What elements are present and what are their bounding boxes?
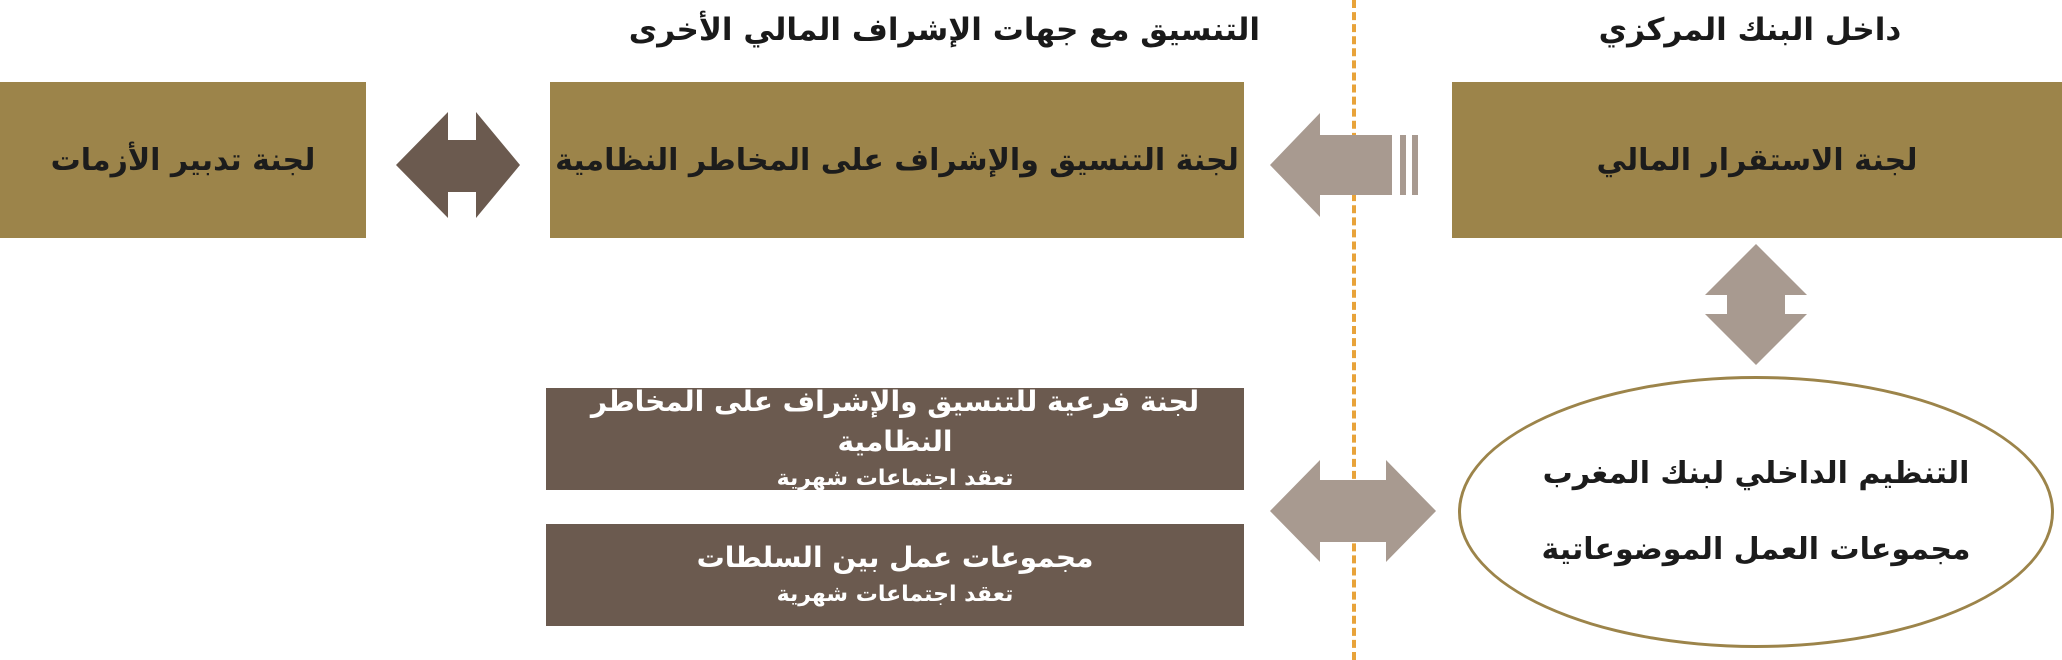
left-arrow-stability-to-systemic	[1270, 113, 1418, 217]
ellipse-line-2: مجموعات العمل الموضوعاتية	[1541, 532, 1971, 567]
double-arrow-crisis-systemic	[396, 112, 520, 218]
heading-inside-central-bank: داخل البنك المركزي	[1598, 12, 1902, 48]
ellipse-line-1: التنظيم الداخلي لبنك المغرب	[1542, 456, 1970, 491]
crisis-management-committee-box: لجنة تدبير الأزمات	[0, 82, 366, 238]
sub-committee-note: تعقد اجتماعات شهرية	[776, 466, 1014, 491]
working-groups-note: تعقد اجتماعات شهرية	[776, 582, 1014, 607]
heading-coordination-other: التنسيق مع جهات الإشراف المالي الأخرى	[628, 12, 1260, 48]
vertical-double-arrow	[1705, 244, 1807, 365]
systemic-risk-committee-box: لجنة التنسيق والإشراف على المخاطر النظامية	[550, 82, 1244, 238]
working-groups-title: مجموعات عمل بين السلطات	[696, 541, 1094, 574]
sub-committee-title: لجنة فرعية للتنسيق والإشراف على المخاطر النظامية	[590, 385, 1200, 458]
double-arrow-ellipse-boxes	[1270, 460, 1436, 562]
financial-stability-committee-box: لجنة الاستقرار المالي	[1452, 82, 2062, 238]
